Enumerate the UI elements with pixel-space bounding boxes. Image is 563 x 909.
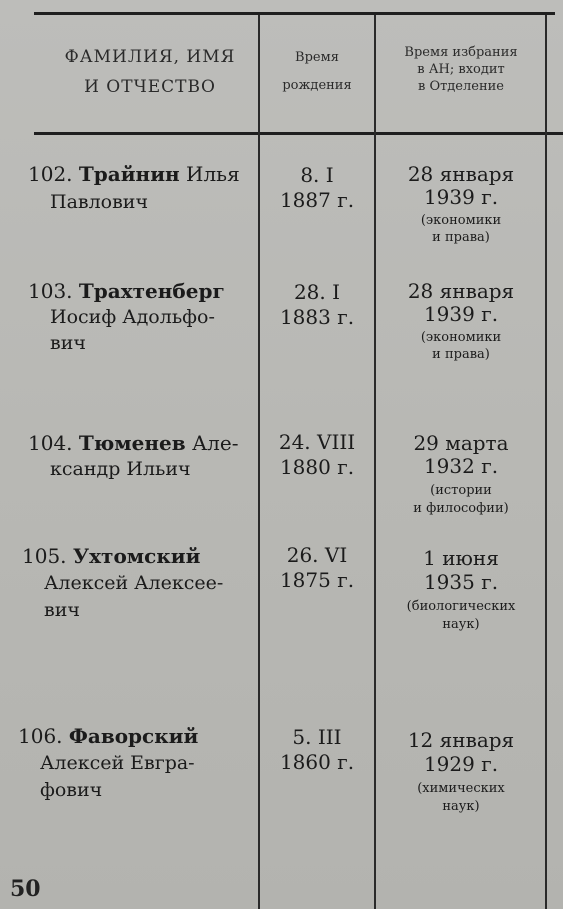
entry-department-line2: и права) (432, 230, 490, 245)
entry-election-year: 1935 г. (423, 570, 499, 594)
entry-election-date: 28 января (407, 279, 515, 303)
entry-surname: Трахтенберг (78, 279, 225, 303)
header-birth-line2: рождения (282, 78, 352, 93)
entry-birth-year: 1875 г. (279, 568, 355, 592)
header-election-line2: в АН; входит (417, 62, 505, 77)
header-birth-column (262, 44, 372, 100)
entry-birth-date: 8. I (300, 163, 334, 187)
entry-department-line2: и философии) (413, 501, 509, 516)
entry-election-year: 1939 г. (423, 185, 499, 209)
header-name-line1: ФАМИЛИЯ, ИМЯ (64, 47, 236, 67)
entry-name-line1: 106. Фаворский (18, 724, 199, 748)
header-name-line2: И ОТЧЕСТВО (84, 77, 216, 97)
entry-birth-year: 1883 г. (279, 305, 355, 329)
entry-name-line2: ксандр Ильич (50, 458, 191, 480)
entry-election-date: 29 марта (413, 431, 509, 455)
entry-name-line1: 102. Трайнин Илья (28, 162, 240, 186)
column-divider-1 (258, 15, 260, 909)
entry-birth-year: 1880 г. (279, 455, 355, 479)
entry-election-year: 1932 г. (423, 454, 499, 478)
header-birth-line1: Время (295, 50, 339, 65)
entry-birth-date: 5. III (292, 725, 342, 749)
entry-name-line3: фович (40, 779, 103, 801)
entry-surname: Трайнин (78, 162, 180, 186)
header-election-column (378, 44, 544, 95)
entry-name-line2: Павлович (50, 191, 149, 213)
header-name-column (50, 42, 250, 102)
entry-election-date: 12 января (407, 728, 515, 752)
column-divider-3 (545, 15, 547, 909)
entry-department-line1: (истории (430, 483, 492, 498)
entry-name-line1: 105. Ухтомский (22, 544, 201, 568)
entry-birth-date: 24. VIII (278, 430, 356, 454)
header-bottom-rule (34, 132, 563, 135)
entry-name-line3: вич (50, 332, 86, 354)
entry-surname: Ухтомский (72, 544, 201, 568)
entry-name-line2: Алексей Евгра- (40, 752, 195, 774)
table-top-rule (34, 12, 555, 15)
entry-election-year: 1939 г. (423, 302, 499, 326)
entry-birth-year: 1887 г. (279, 188, 355, 212)
entry-election-year: 1929 г. (423, 752, 499, 776)
entry-name-line3: вич (44, 599, 80, 621)
entry-election-date: 1 июня (423, 546, 499, 570)
entry-name-line1: 103. Трахтенберг (28, 279, 225, 303)
entry-surname: Фаворский (68, 724, 199, 748)
entry-department-line2: и права) (432, 347, 490, 362)
entry-birth-date: 26. VI (286, 543, 348, 567)
entry-birth-year: 1860 г. (279, 750, 355, 774)
entry-name-line2: Алексей Алексее- (44, 572, 224, 594)
entry-department-line1: (экономики (420, 330, 502, 345)
entry-surname: Тюменев (78, 431, 186, 455)
page-number: 50 (10, 876, 41, 902)
entry-name-line2: Иосиф Адольфо- (50, 306, 215, 328)
entry-department-line1: (биологических (406, 599, 516, 614)
entry-name-line1: 104. Тюменев Але- (28, 431, 239, 455)
entry-department-line2: наук) (442, 617, 480, 632)
column-divider-2 (374, 15, 376, 909)
entry-department-line1: (экономики (420, 213, 502, 228)
header-election-line1: Время избрания (404, 45, 518, 60)
entry-election-date: 28 января (407, 162, 515, 186)
entry-department-line1: (химических (417, 781, 505, 796)
entry-department-line2: наук) (442, 799, 480, 814)
header-election-line3: в Отделение (418, 79, 504, 94)
entry-birth-date: 28. I (293, 280, 341, 304)
